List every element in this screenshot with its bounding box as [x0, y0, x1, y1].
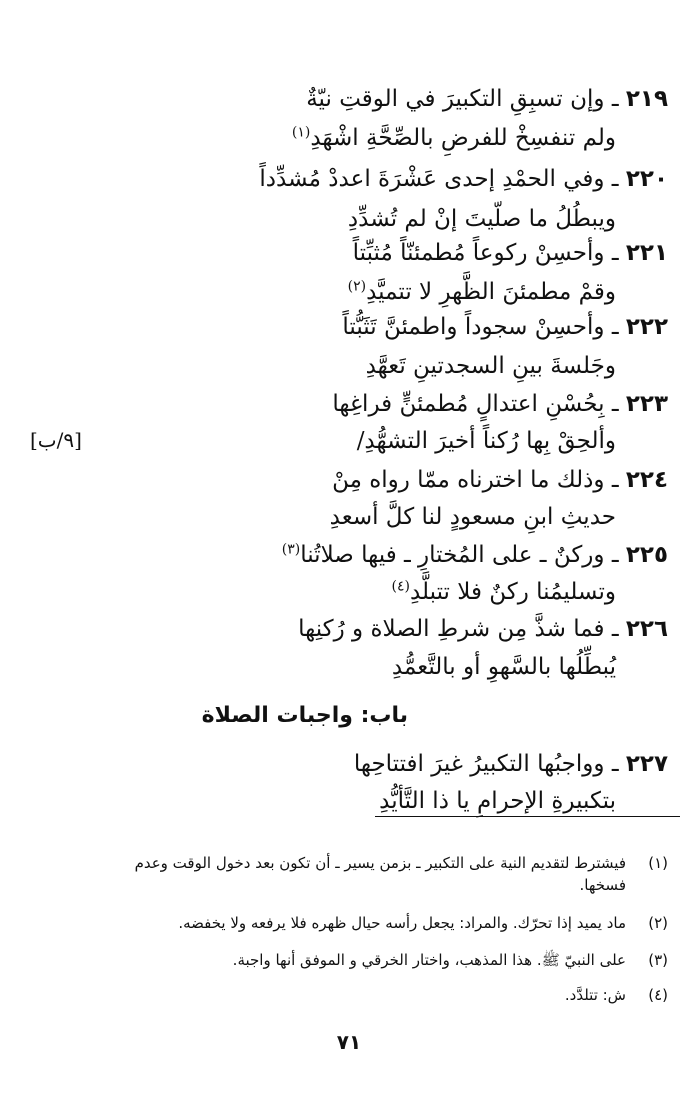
verse-first-hemistich	[342, 312, 668, 342]
verse-second-hemistich	[292, 123, 616, 153]
verse-number: ٢٢٥	[625, 542, 668, 568]
footnote-separator	[375, 816, 680, 817]
manuscript-folio-note: [٩/ب]	[30, 428, 82, 452]
footnote	[28, 984, 668, 1006]
footnote-text: ماد يميد إذا تحرّك. والمراد: يجعل رأسه حيال ظهره فلا يرفعه ولا يخفضه.	[178, 914, 626, 932]
verse-second-hemistich	[348, 204, 616, 234]
verse-first-hemistich	[354, 749, 668, 779]
footnote-text: ش: تتلدَّد.	[564, 986, 626, 1004]
verse-second-hemistich	[330, 502, 616, 532]
footnote-ref[interactable]: (٣)	[281, 541, 301, 558]
verse-number: ٢٢٤	[625, 467, 668, 493]
verse-first-hemistich	[332, 389, 668, 419]
verse-second-hemistich	[348, 277, 616, 307]
footnote	[28, 852, 668, 896]
hemistich-text: ويبطُلُ ما صلّيتَ إنْ لم تُشدِّدِ	[347, 206, 616, 232]
footnote-text: فيشترط لتقديم النية على التكبير ـ بزمن يسير ـ أن تكون بعد دخول الوقت وعدم	[134, 854, 626, 872]
verse-number: ٢٢٣	[625, 391, 668, 417]
hemistich-text: ـ فما شذَّ مِن شرطِ الصلاة و رُكنِها	[298, 616, 619, 642]
footnote-continuation: فسخها.	[579, 876, 626, 894]
footnote-number: (٢)	[648, 914, 668, 932]
hemistich-text: ـ بِحُسْنِ اعتدالٍ مُطمئنٍّ فراغِها	[332, 391, 619, 417]
footnote-number: (٤)	[648, 986, 668, 1004]
verse-first-hemistich	[298, 614, 668, 644]
footnote	[28, 912, 668, 934]
footnote	[28, 949, 668, 971]
footnote-number: (٣)	[648, 951, 668, 969]
verse-number: ٢١٩	[625, 86, 668, 112]
verse-number: ٢٢١	[625, 240, 668, 266]
verse-second-hemistich	[357, 426, 616, 456]
verse-second-hemistich	[366, 351, 616, 381]
verse-second-hemistich	[392, 652, 616, 682]
hemistich-text: ـ وركنٌ ـ على المُختارِ ـ فيها صلاتُنا	[300, 542, 619, 568]
verse-first-hemistich	[259, 164, 668, 194]
footnote-ref[interactable]: (١)	[291, 124, 311, 141]
hemistich-text: ـ وإن تسبِقِ التكبيرَ في الوقتِ نيّةٌ	[306, 86, 619, 112]
verse-first-hemistich	[332, 465, 668, 495]
footnote-ref[interactable]: (٤)	[391, 578, 410, 595]
hemistich-text: ـ وأحسِنْ ركوعاً مُطمئنّاً مُثبِّتاً	[352, 240, 619, 266]
verse-number: ٢٢٦	[625, 616, 668, 642]
verse-number: ٢٢٧	[625, 751, 668, 777]
footnote-number: (١)	[648, 854, 668, 872]
hemistich-text: حديثِ ابنِ مسعودٍ لنا كلَّ أسعدِ	[329, 504, 616, 530]
verse-number: ٢٢٢	[625, 314, 668, 340]
hemistich-text: ولم تنفسِخْ للفرضِ بالصِّحَّةِ اشْهَدِ	[310, 125, 616, 151]
hemistich-text: ـ وذلك ما اخترناه ممّا رواه مِنْ	[332, 467, 619, 493]
hemistich-text: وجَلسةَ بينِ السجدتينِ تَعهَّدِ	[365, 353, 616, 379]
hemistich-text: ـ وأحسِنْ سجوداً واطمئنَّ تَثَبُّتاً	[342, 314, 619, 340]
page-number: ٧١	[336, 1030, 362, 1054]
verse-first-hemistich	[306, 84, 668, 114]
hemistich-text: يُبطِّلُها بالسَّهوِ أو بالتَّعمُّدِ	[391, 654, 616, 680]
hemistich-text: وتسليمُنا ركنٌ فلا تتبلَّدِ	[409, 579, 616, 605]
hemistich-text: ـ وواجبُها التكبيرُ غيرَ افتتاحِها	[353, 751, 619, 777]
hemistich-text: وألحِقْ بِها رُكناً أخيرَ التشهُّدِ/	[356, 428, 616, 454]
section-heading: باب: واجبات الصلاة	[201, 703, 408, 728]
hemistich-text: وقمْ مطمئنَ الظَّهرِ لا تتميَّدِ	[366, 279, 616, 305]
verse-number: ٢٢٠	[625, 166, 668, 192]
verse-first-hemistich	[282, 540, 668, 570]
hemistich-text: بتكبيرةِ الإحرامِ يا ذا التَّأيُّدِ	[379, 788, 616, 814]
verse-first-hemistich	[353, 238, 668, 268]
hemistich-text: ـ وفي الحمْدِ إحدى عَشْرَةَ اعددْ مُشدِّداً	[259, 166, 619, 192]
footnote-ref[interactable]: (٢)	[347, 278, 367, 295]
footnote-text: على النبيّ ﷺ. هذا المذهب، واختار الخرقي و الموفق أنها واجبة.	[232, 951, 626, 969]
verse-second-hemistich	[392, 577, 616, 607]
verse-second-hemistich	[379, 786, 616, 816]
